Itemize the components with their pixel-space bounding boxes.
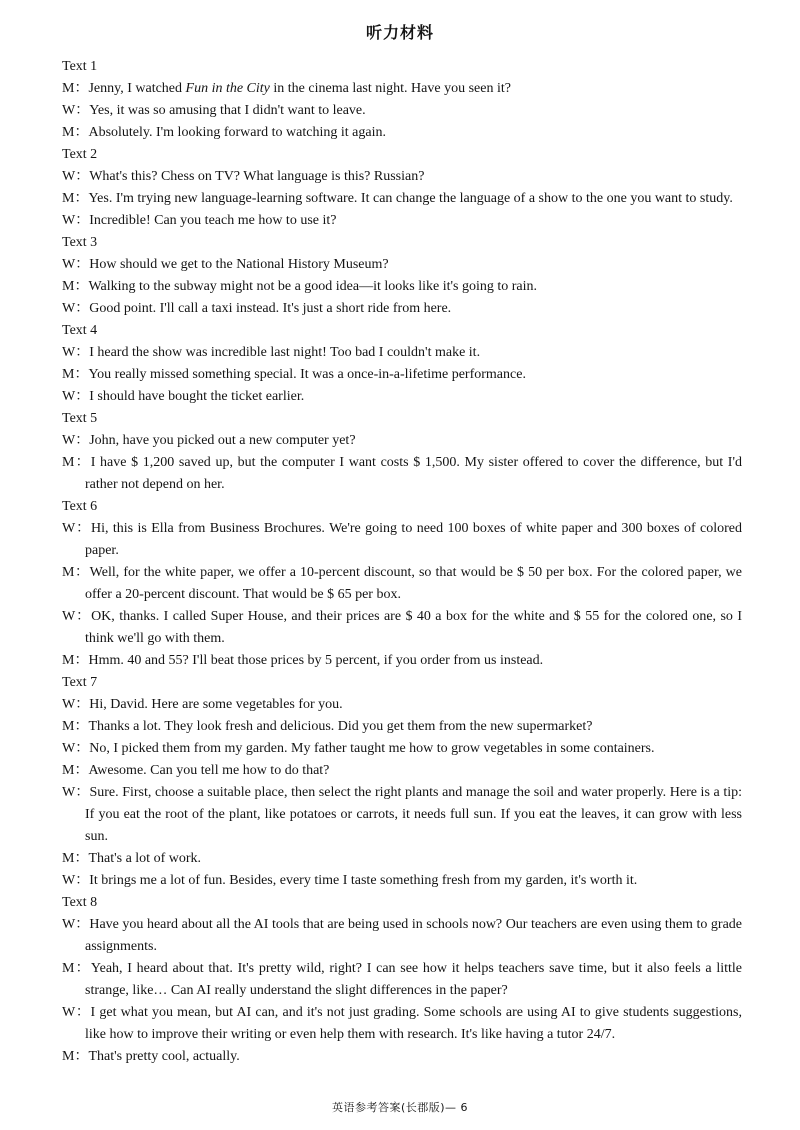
dialogue-text: What's this? Chess on TV? What language is this? Russian?: [89, 169, 425, 184]
text-section: [62, 56, 742, 144]
speaker-label: M：: [62, 455, 91, 470]
text-heading: Text 1: [62, 59, 98, 74]
speaker-label: M：: [62, 961, 91, 976]
dialogue-line: [62, 254, 742, 276]
text-section: [62, 232, 742, 320]
dialogue-line: [62, 848, 742, 870]
dialogue-line: [62, 716, 742, 738]
dialogue-text: Awesome. Can you tell me how to do that?: [88, 763, 330, 778]
dialogue-text: Have you heard about all the AI tools that are being used in schools now? Our teachers are even using them to grade assignments.: [85, 917, 743, 954]
dialogue-line: [62, 650, 742, 672]
speaker-label: W：: [62, 697, 90, 712]
dialogue-text: You really missed something special. It was a once-in-a-lifetime performance.: [88, 367, 526, 382]
dialogue-text: Well, for the white paper, we offer a 10-percent discount, so that would be $ 50 per box. For the colored paper, we offer a 20-percent discount. That would be $ 65 per box.: [85, 565, 742, 602]
dialogue-text: Absolutely. I'm looking forward to watching it again.: [88, 125, 386, 140]
dialogue-text: Yeah, I heard about that. It's pretty wild, right? I can see how it helps teachers save time, but it also feels a little strange, like… Can AI really understand the slight differences in the paper?: [85, 961, 742, 998]
dialogue-line: [62, 782, 742, 848]
dialogue-line: [62, 518, 742, 562]
dialogue-text: OK, thanks. I called Super House, and their prices are $ 40 a box for the white and $ 55 for the colored one, so I think we'll go with them.: [85, 609, 742, 646]
speaker-label: W：: [62, 301, 90, 316]
dialogue-text: Thanks a lot. They look fresh and delicious. Did you get them from the new supermarket?: [88, 719, 593, 734]
text-section: [62, 672, 742, 892]
speaker-label: W：: [62, 741, 90, 756]
speaker-label: M：: [62, 763, 89, 778]
dialogue-line: [62, 298, 742, 320]
dialogue-line: [62, 364, 742, 386]
dialogue-text: That's a lot of work.: [88, 851, 202, 866]
text-section: [62, 892, 742, 1068]
speaker-label: M：: [62, 125, 89, 140]
speaker-label: W：: [62, 433, 90, 448]
dialogue-text: I get what you mean, but AI can, and it's not just grading. Some schools are using AI to give students suggestions, like how to improve their writing or even help them with research. It's like having a tutor 24/7.: [85, 1005, 742, 1042]
text-section: [62, 320, 742, 408]
dialogue-text: Yes. I'm trying new language-learning software. It can change the language of a show to the one you want to study.: [88, 191, 733, 206]
dialogue-text: That's pretty cool, actually.: [88, 1049, 240, 1064]
dialogue-line: [62, 452, 742, 496]
speaker-label: M：: [62, 191, 89, 206]
transcript-body: [62, 56, 742, 1068]
text-section: [62, 496, 742, 672]
dialogue-line: [62, 914, 742, 958]
dialogue-text: I should have bought the ticket earlier.: [89, 389, 305, 404]
dialogue-line: [62, 276, 742, 298]
dialogue-line: [62, 606, 742, 650]
dialogue-text: Hi, David. Here are some vegetables for you.: [89, 697, 343, 712]
dialogue-text: Walking to the subway might not be a good idea—it looks like it's going to rain.: [88, 279, 538, 294]
speaker-label: M：: [62, 719, 89, 734]
dialogue-line: [62, 1046, 742, 1068]
dialogue-text: Good point. I'll call a taxi instead. It's just a short ride from here.: [89, 301, 452, 316]
text-heading: Text 5: [62, 411, 98, 426]
speaker-label: M：: [62, 851, 89, 866]
dialogue-line: [62, 958, 742, 1002]
text-heading: Text 4: [62, 323, 98, 338]
dialogue-line: [62, 122, 742, 144]
text-heading: Text 7: [62, 675, 98, 690]
dialogue-line: [62, 694, 742, 716]
dialogue-text: I have $ 1,200 saved up, but the computer I want costs $ 1,500. My sister offered to cover the difference, but I'd rather not depend on her.: [85, 455, 742, 492]
text-section: [62, 144, 742, 232]
page-title: 听力材料: [365, 23, 434, 42]
text-heading: Text 2: [62, 147, 98, 162]
dialogue-text: Sure. First, choose a suitable place, then select the right plants and manage the soil and water properly. Here is a tip: If you eat the root of the plant, like potatoes or carrots, it needs full sun. If you eat the leaves, it can grow with less sun.: [85, 785, 742, 844]
dialogue-text: How should we get to the National History Museum?: [89, 257, 389, 272]
dialogue-text: Jenny, I watched Fun in the City in the cinema last night. Have you seen it?: [88, 81, 511, 96]
speaker-label: W：: [62, 169, 90, 184]
dialogue-line: [62, 342, 742, 364]
dialogue-text: Incredible! Can you teach me how to use it?: [89, 213, 337, 228]
dialogue-line: [62, 870, 742, 892]
speaker-label: W：: [62, 103, 90, 118]
dialogue-line: [62, 210, 742, 232]
speaker-label: W：: [62, 785, 90, 800]
speaker-label: M：: [62, 653, 89, 668]
speaker-label: M：: [62, 81, 89, 96]
dialogue-text: Hmm. 40 and 55? I'll beat those prices by 5 percent, if you order from us instead.: [88, 653, 544, 668]
dialogue-line: [62, 100, 742, 122]
dialogue-text: Yes, it was so amusing that I didn't want to leave.: [89, 103, 366, 118]
dialogue-line: [62, 386, 742, 408]
movie-title: Fun in the City: [185, 81, 270, 96]
speaker-label: W：: [62, 345, 90, 360]
dialogue-line: [62, 738, 742, 760]
text-heading: Text 3: [62, 235, 98, 250]
speaker-label: W：: [62, 521, 91, 536]
dialogue-text: I heard the show was incredible last night! Too bad I couldn't make it.: [89, 345, 481, 360]
speaker-label: W：: [62, 873, 90, 888]
dialogue-text: No, I picked them from my garden. My father taught me how to grow vegetables in some containers.: [89, 741, 655, 756]
speaker-label: M：: [62, 565, 90, 580]
text-heading: Text 8: [62, 895, 98, 910]
text-section: [62, 408, 742, 496]
dialogue-text: Hi, this is Ella from Business Brochures. We're going to need 100 boxes of white paper and 300 boxes of colored paper.: [85, 521, 742, 558]
speaker-label: W：: [62, 389, 90, 404]
dialogue-line: [62, 760, 742, 782]
speaker-label: M：: [62, 367, 89, 382]
speaker-label: W：: [62, 917, 90, 932]
dialogue-text: It brings me a lot of fun. Besides, every time I taste something fresh from my garden, it's worth it.: [89, 873, 638, 888]
dialogue-text: John, have you picked out a new computer yet?: [89, 433, 356, 448]
page-footer: 英语参考答案(长郡版)— 6: [331, 1101, 469, 1114]
speaker-label: W：: [62, 257, 90, 272]
dialogue-line: [62, 188, 742, 210]
dialogue-line: [62, 430, 742, 452]
speaker-label: M：: [62, 1049, 89, 1064]
dialogue-line: [62, 78, 742, 100]
dialogue-line: [62, 562, 742, 606]
speaker-label: W：: [62, 213, 90, 228]
dialogue-line: [62, 166, 742, 188]
speaker-label: M：: [62, 279, 89, 294]
text-heading: Text 6: [62, 499, 98, 514]
speaker-label: W：: [62, 609, 92, 624]
dialogue-line: [62, 1002, 742, 1046]
speaker-label: W：: [62, 1005, 91, 1020]
